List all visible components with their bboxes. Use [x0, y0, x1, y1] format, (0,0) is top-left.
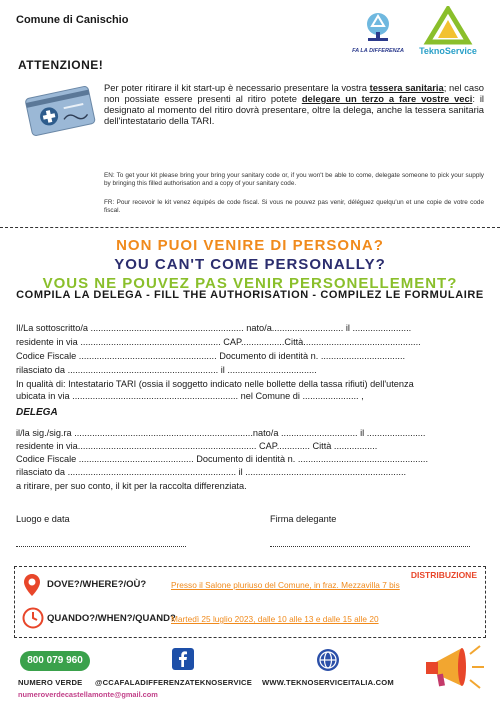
where-value[interactable]: Presso il Salone pluriuso del Comune, in fraz. Mezzavilla 7 bis: [171, 580, 400, 590]
location-pin-icon: [23, 573, 41, 597]
attention-title: ATTENZIONE!: [18, 58, 104, 72]
delega-title: DELEGA: [16, 407, 58, 418]
facebook-icon[interactable]: [172, 648, 194, 670]
form-line-address[interactable]: residente in via ....................................................... CAP.................Città..............................................: [16, 337, 421, 347]
english-instructions: EN: To get your kit please bring your bring your sanitary code or, if you won't be able to come, delegate someone to pick your supply by bringing this filled authorisation and a copy of your sanitary code.: [104, 172, 484, 187]
question-italian: NON PUOI VENIRE DI PERSONA?: [116, 237, 384, 254]
it-text-1: Per poter ritirare il kit start-up è necessario presentare la vostra: [104, 82, 370, 93]
delegate-signature-label: Firma delegante: [270, 514, 337, 524]
delegate-line-tax-code[interactable]: Codice Fiscale ............................................. Documento di identità n. ...................................................: [16, 454, 429, 464]
teknoservice-logo: [408, 6, 488, 62]
dashed-separator: [0, 227, 500, 228]
where-label: DOVE?/WHERE?/OÙ?: [47, 579, 147, 590]
municipality-name: Comune di Canischio: [16, 14, 129, 26]
delegate-line-purpose: a ritirare, per suo conto, il kit per la raccolta differenziata.: [16, 481, 247, 491]
form-line-location[interactable]: ubicata in via ................................................................. nel Comune di ...................... ,: [16, 391, 364, 401]
logo1-text: FA LA DIFFERENZA: [352, 48, 404, 54]
french-instructions: FR: Pour recevoir le kit venez équipés de code fiscal. Si vous ne pouvez pas venir, déléguez quelqu'un et une copie de votre code fiscal.: [104, 199, 484, 214]
logo2-text: TeknoService: [419, 46, 477, 56]
social-handle[interactable]: @CCAFALADIFFERENZATEKNOSERVICE: [95, 678, 252, 687]
it-text-2: ; nel caso non possiate essere presenti al ritiro potete: [104, 82, 484, 104]
it-bold-2: delegare un terzo a fare vostre veci: [301, 93, 473, 104]
delegate-line-address[interactable]: residente in via...................................................................... CAP............. Città .................: [16, 441, 378, 451]
distribution-box: [14, 566, 486, 638]
question-french: VOUS NE POUVEZ PAS VENIR PERSONELLEMENT?: [42, 275, 458, 292]
distribution-label: DISTRIBUZIONE: [410, 570, 477, 580]
delegate-line-issued-by[interactable]: rilasciato da .................................................................. il ...............................................................: [16, 467, 407, 477]
it-bold-1: tessera sanitaria: [369, 82, 444, 93]
when-label: QUANDO?/WHEN?/QUAND?: [47, 613, 176, 624]
form-title: COMPILA LA DELEGA - FILL THE AUTHORISATION - COMPILEZ LE FORMULAIRE: [16, 289, 484, 301]
form-line-name[interactable]: Il/La sottoscritto/a ............................................................ nato/a............................ il .......................: [16, 323, 412, 333]
fa-la-differenza-logo: [350, 8, 406, 60]
when-value: Martedì 25 luglio 2023, dalle 10 alle 13 e dalle 15 alle 20: [171, 614, 379, 624]
italian-instructions: [104, 82, 484, 126]
recycle-icon: [350, 8, 406, 48]
question-english: YOU CAN'T COME PERSONALLY?: [114, 256, 386, 273]
place-date-line[interactable]: [16, 546, 186, 547]
health-card-icon: [22, 82, 98, 138]
megaphone-icon: [418, 640, 490, 700]
form-line-tax-code[interactable]: Codice Fiscale ...................................................... Documento di identità n. .................................: [16, 351, 406, 361]
signature-line[interactable]: [270, 546, 470, 547]
clock-icon: [22, 607, 44, 629]
globe-icon[interactable]: [316, 648, 340, 672]
form-line-capacity: In qualità di: Intestatario TARI (ossia il soggetto indicato nelle bollette della tassa rifiuti) dell'utenza: [16, 379, 414, 389]
website-link[interactable]: WWW.TEKNOSERVICEITALIA.COM: [262, 678, 394, 687]
email-link[interactable]: numeroverdecastellamonte@gmail.com: [18, 690, 158, 699]
triangle-recycle-icon: [408, 6, 488, 46]
it-text-3: : il designato al momento del ritiro dovrà presentare, oltre la delega, anche la tessera sanitaria dell'intestatario della TARI.: [104, 93, 484, 126]
toll-free-badge[interactable]: [20, 651, 90, 671]
form-line-issued-by[interactable]: rilasciato da ........................................................... il ...................................: [16, 365, 317, 375]
numero-verde-label: NUMERO VERDE: [18, 678, 83, 687]
place-date-label: Luogo e data: [16, 514, 70, 524]
delegate-line-name[interactable]: il/la sig./sig.ra ......................................................................nato/a .............................. il .......................: [16, 428, 426, 438]
phone-number: 800 079 960: [27, 655, 83, 666]
